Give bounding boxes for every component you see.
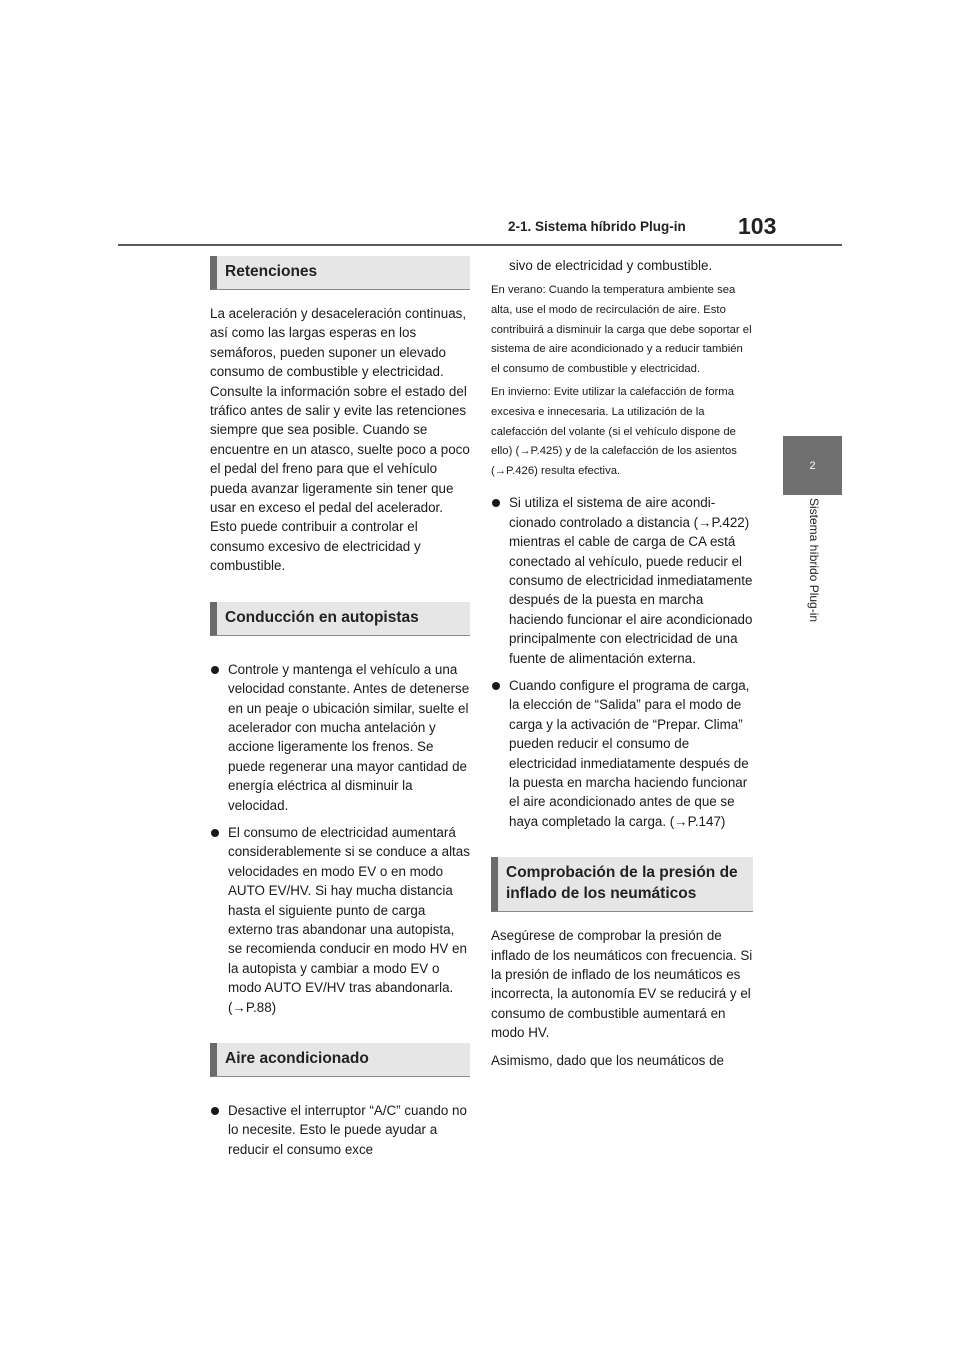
list-item-text: Si utiliza el sistema de aire acondicionado controlado a distancia (→P.422) mientras el cable de carga de CA está conectado al vehículo, puede reducir el consumo de electricidad inmediatamente después de la puesta en marcha haciendo funcionar el aire acondicionado principalmente con electricidad de una fuente de alimentación externa. [509,495,753,666]
list-item [210,660,470,815]
section-heading-aire: Aire acondicionado [210,1043,470,1077]
section-heading-neumaticos: Comprobación de la presión de inflado de los neumáticos [491,857,753,912]
note-verano: En verano: Cuando la temperatura ambiente sea alta, use el modo de recirculación de aire. Esto contribuirá a disminuir la carga que debe soportar el sistema de aire acondicionado y a reducir también el consumo de combustible y electricidad. [491,284,752,375]
section-heading-autopistas: Conducción en autopistas [210,602,470,636]
note-invierno: En invierno: Evite utilizar la calefacción de forma excesiva e innecesaria. La utilización de la calefacción del volante (si el vehículo dispone de ello) (→P.425) y de la calefacción de los asientos (→P.426) resulta efectiva. [491,386,737,477]
list-item-text: Controle y mantenga el vehículo a una velocidad constante. Antes de detenerse en un peaje o ubicación similar, suelte el acelerador con mucha antelación y accione ligeramente los frenos. Se puede regenerar una mayor cantidad de energía eléctrica al disminuir la velocidad. [228,661,470,813]
running-header-section: 2-1. Sistema híbrido Plug-in [508,219,686,234]
bullet-icon [211,666,219,674]
list-item-continuation: sivo de electricidad y combustible. [509,258,713,273]
bullet-icon [211,1107,219,1115]
chapter-side-label [783,498,842,648]
chapter-number: 2 [809,459,816,472]
left-column [210,256,470,1167]
header-rule [118,244,842,246]
paragraph-neumaticos-2: Asimismo, dado que los neumáticos de [491,1052,724,1068]
list-item [210,823,470,1017]
chapter-tab [783,436,842,495]
bullet-icon [211,829,219,837]
right-column [491,256,753,1078]
paragraph-retenciones: La aceleración y desaceleración continuas, así como las largas esperas en los semáforos, pueden suponer un elevado consumo de combustible y electricidad. Consulte la información sobre el estado del tráfico antes de salir y evite las retenciones siempre que sea posible. Cuando se encuentre en un atasco, suelte poco a poco el pedal del freno para que el vehículo pueda avanzar ligeramente sin tener que usar en exceso el pedal del acelerador. Esto puede contribuir a controlar el consumo excesivo de electricidad y combustible. [210,306,470,574]
section-heading-retenciones: Retenciones [210,256,470,290]
chapter-side-label-text: Sistema híbrido Plug-in [806,498,821,623]
page-number: 103 [738,213,777,239]
bullet-icon [492,499,500,507]
list-item [491,676,753,831]
list-item-text: Cuando configure el programa de carga, la elección de “Salida” para el modo de carga y la activación de “Prepar. Clima” pueden reducir el consumo de electricidad inmediatamente después de la puesta en marcha haciendo funcionar el aire acondicionado antes de que se haya completado la carga. (→P.147) [509,678,750,829]
bullet-icon [492,682,500,690]
list-item [491,493,753,668]
list-item [210,1101,470,1159]
list-item-text: Desactive el interruptor “A/C” cuando no lo necesite. Esto le puede ayudar a reducir el consumo exce [228,1103,467,1157]
list-item-text: El consumo de electricidad aumentará considerablemente si se conduce a altas velocidades en modo EV o en modo AUTO EV/HV. Si hay mucha distancia hasta el siguiente punto de carga externo tras abandonar una autopista, se recomienda conducir en modo HV en la autopista y cambiar a modo EV o modo AUTO EV/HV tras abandonarla. (→P.88) [228,824,470,1015]
paragraph-neumaticos: Asegúrese de comprobar la presión de inflado de los neumáticos con frecuencia. Si la presión de inflado de los neumáticos es incorrecta, la autonomía EV se reducirá y el consumo de combustible aumentará en modo HV. [491,928,753,1041]
